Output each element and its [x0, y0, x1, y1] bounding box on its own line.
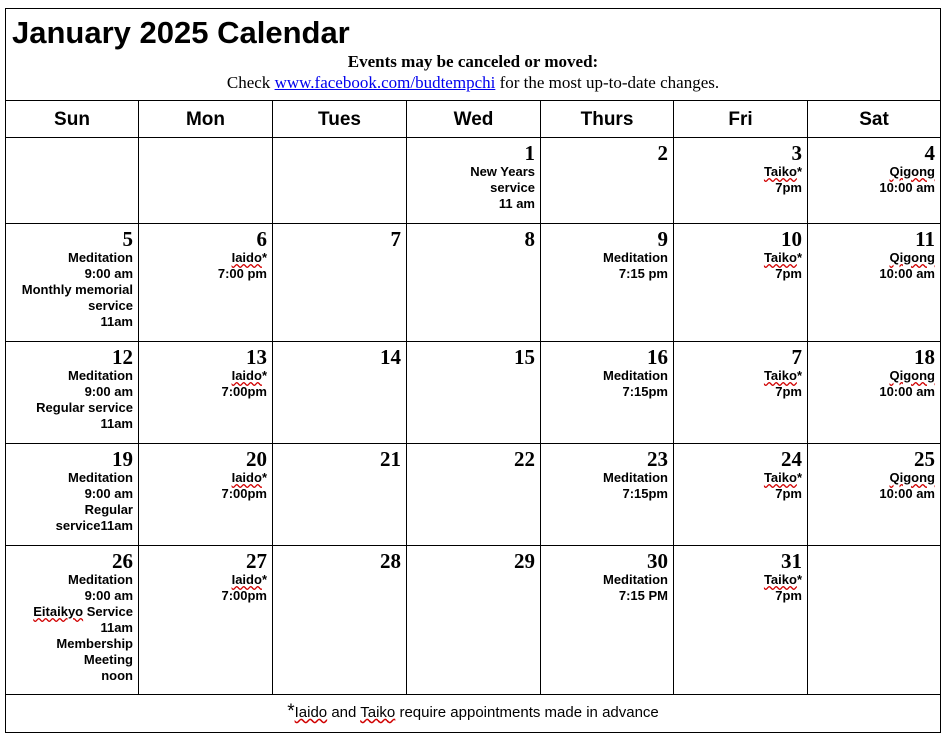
day-cell	[6, 342, 138, 443]
event-line: Meditation	[603, 572, 668, 587]
day-number: 15	[514, 345, 535, 369]
day-number: 10	[781, 227, 802, 251]
event-line: 9:00 am	[84, 384, 133, 399]
day-number: 18	[914, 345, 935, 369]
event-line: 10:00 am	[879, 266, 935, 281]
event-line: Eitaikyo Service	[33, 604, 133, 619]
event-line: 7:00 pm	[217, 266, 267, 281]
day-number: 16	[647, 345, 668, 369]
day-cell	[540, 546, 673, 694]
check-suffix: for the most up-to-date changes.	[495, 73, 720, 92]
week-row	[6, 224, 940, 342]
event-line: 7:15 PM	[618, 588, 668, 603]
day-cell	[406, 138, 540, 223]
check-prefix: Check	[226, 73, 275, 92]
event-line: Iaido*	[231, 470, 267, 485]
day-cell	[540, 444, 673, 545]
day-number: 2	[657, 141, 668, 165]
day-number: 7	[791, 345, 802, 369]
event-line: Meditation	[603, 368, 668, 383]
day-number: 7	[390, 227, 401, 251]
event-line: Qigong	[889, 470, 935, 485]
event-line: 7:00pm	[221, 486, 267, 501]
week-row	[6, 342, 940, 444]
event-line: Meditation	[68, 368, 133, 383]
event-line: Iaido*	[231, 368, 267, 383]
day-cell	[6, 546, 138, 694]
day-number: 25	[914, 447, 935, 471]
day-number: 13	[246, 345, 267, 369]
empty-day-cell	[807, 546, 940, 694]
event-line: Monthly memorial	[21, 282, 133, 297]
day-number: 9	[657, 227, 668, 251]
weekday-tues: Tues	[272, 100, 406, 137]
event-line: 9:00 am	[84, 266, 133, 281]
weekday-sun: Sun	[54, 109, 90, 130]
day-cell	[807, 224, 940, 341]
event-line: Meditation	[603, 470, 668, 485]
event-line: 9:00 am	[84, 486, 133, 501]
day-number: 6	[256, 227, 267, 251]
event-line: 7:15pm	[622, 384, 668, 399]
notice-text: Events may be canceled or moved:	[347, 52, 599, 71]
day-cell	[272, 342, 406, 443]
week-row	[6, 546, 940, 695]
day-number: 19	[112, 447, 133, 471]
event-line: Membership	[56, 636, 133, 651]
day-cell	[673, 444, 807, 545]
event-line: Qigong	[889, 368, 935, 383]
event-line: 11am	[100, 416, 133, 431]
calendar	[5, 8, 941, 733]
day-number: 14	[380, 345, 401, 369]
weekday-thurs: Thurs	[540, 100, 673, 137]
event-line: 10:00 am	[879, 384, 935, 399]
day-cell	[138, 342, 272, 443]
day-cell	[540, 224, 673, 341]
event-line: 10:00 am	[879, 180, 935, 195]
check-line	[6, 73, 940, 93]
event-line: Taiko*	[763, 572, 802, 587]
event-line: 11am	[100, 314, 133, 329]
event-line: Meditation	[68, 470, 133, 485]
day-cell	[673, 342, 807, 443]
event-line: New Years	[470, 164, 535, 179]
day-cell	[673, 224, 807, 341]
event-line: 7pm	[775, 266, 802, 281]
day-number: 3	[791, 141, 802, 165]
event-line: 7:00pm	[221, 588, 267, 603]
day-number: 12	[112, 345, 133, 369]
day-number: 21	[380, 447, 401, 471]
event-line: 10:00 am	[879, 486, 935, 501]
event-line: Iaido*	[231, 250, 267, 265]
day-number: 31	[781, 549, 802, 573]
weekday-header-row	[6, 100, 940, 138]
day-number: 29	[514, 549, 535, 573]
event-line: 7:00pm	[221, 384, 267, 399]
day-cell	[406, 342, 540, 443]
day-cell	[138, 224, 272, 341]
day-cell	[807, 138, 940, 223]
day-cell	[272, 224, 406, 341]
day-number: 20	[246, 447, 267, 471]
event-line: Regular	[84, 502, 133, 517]
event-line: Taiko*	[763, 250, 802, 265]
day-cell	[138, 546, 272, 694]
day-cell	[673, 138, 807, 223]
day-cell	[272, 546, 406, 694]
page-title: January 2025 Calendar	[12, 15, 350, 50]
day-number: 22	[514, 447, 535, 471]
day-number: 8	[524, 227, 535, 251]
event-line: Taiko*	[763, 470, 802, 485]
day-number: 30	[647, 549, 668, 573]
day-number: 23	[647, 447, 668, 471]
event-line: Meeting	[83, 652, 133, 667]
day-number: 11	[915, 227, 935, 251]
facebook-link[interactable]: www.facebook.com/budtempchi	[274, 73, 496, 92]
event-line: 7pm	[775, 588, 802, 603]
day-cell	[540, 138, 673, 223]
footer-note	[6, 703, 940, 722]
day-number: 26	[112, 549, 133, 573]
day-number: 27	[246, 549, 267, 573]
empty-day-cell	[138, 138, 272, 223]
day-cell	[272, 444, 406, 545]
footer-asterisk: *	[287, 701, 295, 722]
event-line: service	[88, 298, 133, 313]
event-line: Regular service	[36, 400, 133, 415]
day-number: 24	[781, 447, 802, 471]
event-line: Qigong	[889, 250, 935, 265]
day-number: 1	[524, 141, 535, 165]
day-cell	[406, 224, 540, 341]
weekday-mon: Mon	[138, 100, 272, 137]
event-line: 11 am	[498, 196, 535, 211]
day-number: 4	[924, 141, 935, 165]
day-cell	[673, 546, 807, 694]
event-line: 11am	[100, 620, 133, 635]
day-cell	[406, 546, 540, 694]
event-line: 7pm	[775, 180, 802, 195]
event-line: 7pm	[775, 486, 802, 501]
empty-day-cell	[272, 138, 406, 223]
day-number: 5	[122, 227, 133, 251]
weekday-wed: Wed	[406, 100, 540, 137]
event-line: service	[490, 180, 535, 195]
event-line: noon	[101, 668, 133, 683]
event-line: Iaido*	[231, 572, 267, 587]
day-cell	[540, 342, 673, 443]
empty-day-cell	[6, 138, 138, 223]
event-line: Meditation	[68, 250, 133, 265]
event-line: 7:15 pm	[618, 266, 668, 281]
weekday-fri: Fri	[673, 100, 807, 137]
event-line: 9:00 am	[84, 588, 133, 603]
day-cell	[6, 224, 138, 341]
week-row	[6, 138, 940, 224]
day-number: 28	[380, 549, 401, 573]
event-line: Taiko*	[763, 368, 802, 383]
footer-text: Iaido and Taiko require appointments made in advance	[294, 704, 659, 721]
day-cell	[6, 444, 138, 545]
day-cell	[807, 444, 940, 545]
weekday-sat: Sat	[807, 100, 940, 137]
event-line: 7:15pm	[622, 486, 668, 501]
week-row	[6, 444, 940, 546]
day-cell	[138, 444, 272, 545]
event-line: 7pm	[775, 384, 802, 399]
day-cell	[807, 342, 940, 443]
event-line: Taiko*	[763, 164, 802, 179]
day-cell	[406, 444, 540, 545]
event-line: Qigong	[889, 164, 935, 179]
event-line: Meditation	[68, 572, 133, 587]
calendar-header	[6, 9, 940, 101]
event-line: Meditation	[603, 250, 668, 265]
event-line: service11am	[55, 518, 133, 533]
